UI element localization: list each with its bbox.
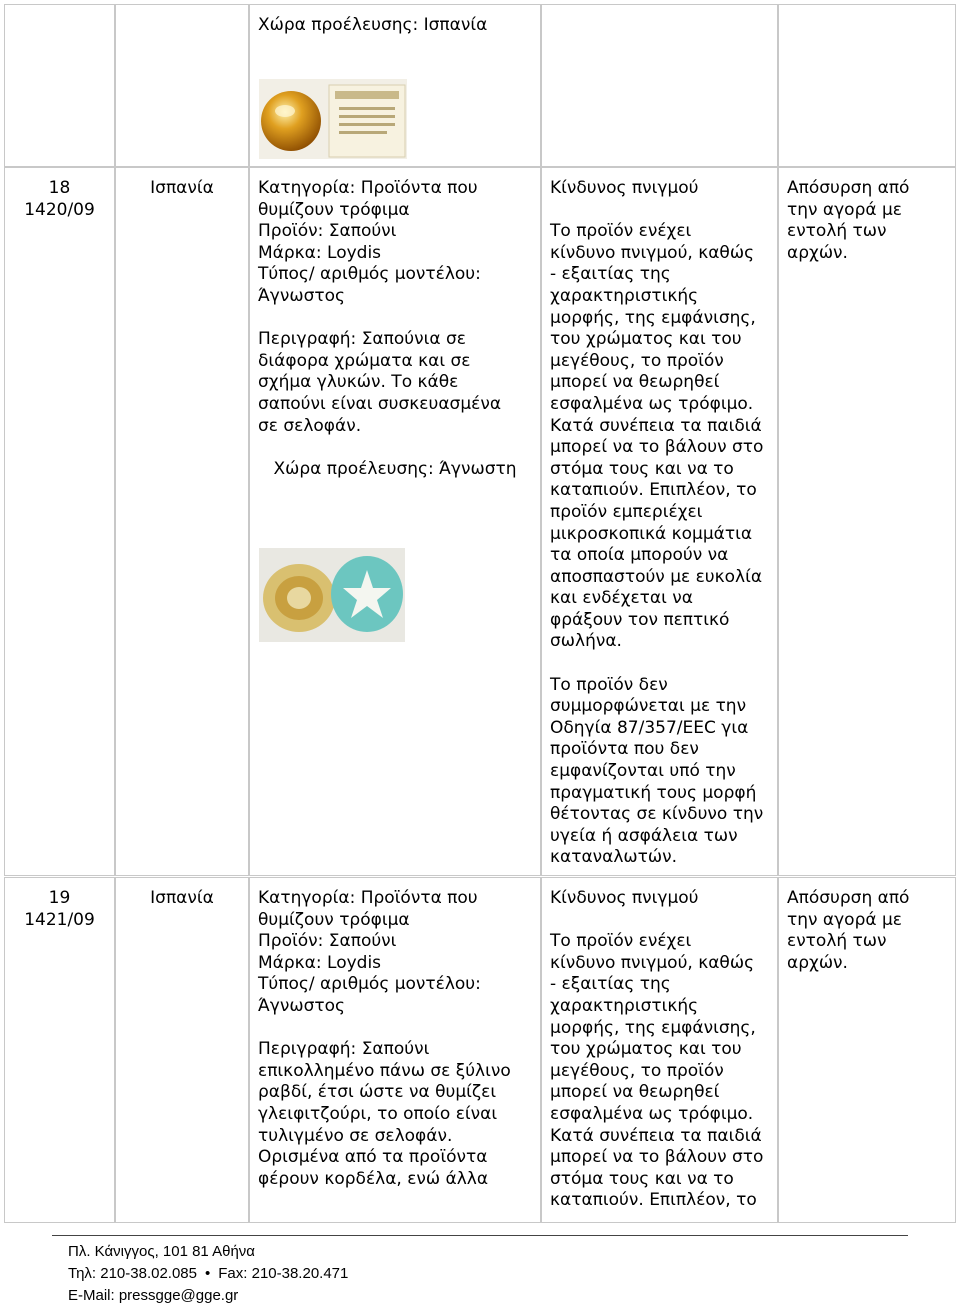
row-19-product-cell xyxy=(249,877,541,1223)
risk-line: του χρώματος και του xyxy=(550,1039,742,1060)
risk-paragraph xyxy=(550,221,769,653)
spacer xyxy=(258,308,532,330)
measures-line: αρχών. xyxy=(787,242,848,263)
description-line: φέρουν κορδέλα, ενώ άλλα xyxy=(258,1168,489,1189)
category-line: Κατηγορία: Προϊόντα που xyxy=(258,888,478,908)
prev-origin-line: Χώρα προέλευσης: Ισπανία xyxy=(258,15,488,35)
product-line: Προϊόν: Σαπούνι xyxy=(258,931,397,952)
risk-line: Κατά συνέπεια τα παιδιά xyxy=(550,415,762,436)
model-line: Άγνωστος xyxy=(258,285,345,306)
prev-measures-cell xyxy=(778,4,956,167)
origin-line: Χώρα προέλευσης: Άγνωστη xyxy=(273,458,517,479)
spacer xyxy=(258,1018,532,1040)
risk-line: του χρώματος και του xyxy=(550,329,742,350)
risk-line: κίνδυνο πνιγμού, καθώς xyxy=(550,952,755,973)
compliance-line: συμμορφώνεται με την xyxy=(550,696,747,717)
risk-line: φράξουν τον πεπτικό xyxy=(550,609,730,630)
risk-line: μεγέθους, το προϊόν xyxy=(550,350,724,371)
spacer xyxy=(550,653,769,675)
risk-line: Το προϊόν ενέχει xyxy=(550,931,692,952)
category-line: θυμίζουν τρόφιμα xyxy=(258,199,410,220)
category-line: Κατηγορία: Προϊόντα που xyxy=(258,178,478,198)
risk-line: προϊόν εμπεριέχει xyxy=(550,501,703,522)
description-line: ραβδί, έτσι ώστε να θυμίζει xyxy=(258,1082,497,1103)
footer xyxy=(68,1241,348,1307)
description-line: σαπούνι είναι συσκευασμένα xyxy=(258,393,502,414)
prev-number-cell xyxy=(4,4,115,167)
description-line: σχήμα γλυκών. Το κάθε xyxy=(258,372,459,393)
risk-line: μπορεί να θεωρηθεί xyxy=(550,372,720,393)
footer-phone: Τηλ: 210-38.02.085 xyxy=(68,1265,197,1282)
risk-line: σωλήνα. xyxy=(550,631,622,652)
row-19-measures-cell xyxy=(778,877,956,1223)
risk-line: εσφαλμένα ως τρόφιμο. xyxy=(550,1103,754,1124)
description-line: επικολλημένο πάνω σε ξύλινο xyxy=(258,1060,511,1081)
row-19-country-cell xyxy=(115,877,249,1223)
compliance-line: θέτοντας σε κίνδυνο την xyxy=(550,804,764,825)
compliance-paragraph xyxy=(550,675,769,869)
footer-fax: Fax: 210-38.20.471 xyxy=(218,1265,349,1282)
spacer xyxy=(550,200,769,222)
risk-line: αποσπαστούν με ευκολία xyxy=(550,566,763,587)
measures-line: εντολή των xyxy=(787,931,887,952)
risk-line: χαρακτηριστικής xyxy=(550,285,699,306)
compliance-line: Το προϊόν δεν xyxy=(550,674,668,695)
measures-line: Απόσυρση από xyxy=(787,178,910,198)
risk-line: εσφαλμένα ως τρόφιμο. xyxy=(550,393,754,414)
risk-line: Κατά συνέπεια τα παιδιά xyxy=(550,1125,762,1146)
row-ref: 1421/09 xyxy=(24,909,95,930)
risk-title: Κίνδυνος πνιγμού xyxy=(550,888,699,908)
risk-line: μικροσκοπικά κομμάτια xyxy=(550,523,753,544)
row-ref: 1420/09 xyxy=(24,199,95,220)
model-line: Τύπος/ αριθμός μοντέλου: xyxy=(258,264,481,285)
row-18-country-cell xyxy=(115,167,249,876)
footer-address: Πλ. Κάνιγγος, 101 81 Αθήνα xyxy=(68,1243,255,1260)
row-19-number-cell xyxy=(4,877,115,1223)
risk-line: μορφής, της εμφάνισης, xyxy=(550,307,756,328)
prev-risk-cell xyxy=(541,4,778,167)
description-line: Περιγραφή: Σαπούνια σε xyxy=(258,329,466,350)
description-line: σε σελοφάν. xyxy=(258,415,362,436)
description-line: διάφορα χρώματα και σε xyxy=(258,350,471,371)
footer-email[interactable]: E-Mail: pressgge@gge.gr xyxy=(68,1287,239,1304)
brand-line: Μάρκα: Loydis xyxy=(258,242,382,263)
risk-line: καταπιούν. Επιπλέον, το xyxy=(550,480,757,501)
row-18-product-cell xyxy=(249,167,541,876)
risk-line: μορφής, της εμφάνισης, xyxy=(550,1017,756,1038)
gold-sphere-soap-image xyxy=(259,79,407,159)
row-number: 19 xyxy=(48,888,71,908)
risk-line: στόμα τους και να το xyxy=(550,1168,734,1189)
compliance-line: υγεία ή ασφάλεια των xyxy=(550,825,738,846)
risk-line: κίνδυνο πνιγμού, καθώς xyxy=(550,242,755,263)
risk-title: Κίνδυνος πνιγμού xyxy=(550,178,699,198)
row-19-risk-cell xyxy=(541,877,778,1223)
candy-soaps-image xyxy=(259,548,405,642)
category-line: θυμίζουν τρόφιμα xyxy=(258,909,410,930)
risk-line: μπορεί να το βάλουν στο xyxy=(550,437,764,458)
compliance-line: καταναλωτών. xyxy=(550,847,678,868)
risk-line: και ενδέχεται να xyxy=(550,588,693,609)
row-18-number-cell xyxy=(4,167,115,876)
risk-line: Το προϊόν ενέχει xyxy=(550,221,692,242)
risk-line: μπορεί να το βάλουν στο xyxy=(550,1147,764,1168)
model-line: Άγνωστος xyxy=(258,995,345,1016)
description-line: γλειφιτζούρι, το οποίο είναι xyxy=(258,1103,498,1124)
description-line: Ορισμένα από τα προϊόντα xyxy=(258,1147,488,1168)
footer-contact xyxy=(68,1263,348,1285)
row-18-risk-cell xyxy=(541,167,778,876)
risk-line: χαρακτηριστικής xyxy=(550,995,699,1016)
compliance-line: πραγματική τους μορφή xyxy=(550,782,757,803)
compliance-line: Οδηγία 87/357/ΕΕC για xyxy=(550,717,749,738)
compliance-line: προϊόντα που δεν xyxy=(550,739,699,760)
measures-line: την αγορά με xyxy=(787,199,902,220)
measures-line: την αγορά με xyxy=(787,909,902,930)
measures-line: Απόσυρση από xyxy=(787,888,910,908)
brand-line: Μάρκα: Loydis xyxy=(258,952,382,973)
risk-line: στόμα τους και να το xyxy=(550,458,734,479)
risk-line: τα οποία μπορούν να xyxy=(550,545,729,566)
risk-line: μεγέθους, το προϊόν xyxy=(550,1060,724,1081)
measures-line: εντολή των xyxy=(787,221,887,242)
row-number: 18 xyxy=(48,178,71,198)
spacer xyxy=(258,437,532,459)
prev-country-cell xyxy=(115,4,249,167)
spacer xyxy=(550,910,769,932)
risk-line: - εξαιτίας της xyxy=(550,264,671,285)
compliance-line: εμφανίζονται υπό την xyxy=(550,761,736,782)
description-line: Περιγραφή: Σαπούνι xyxy=(258,1039,430,1060)
footer-divider xyxy=(52,1235,908,1236)
model-line: Τύπος/ αριθμός μοντέλου: xyxy=(258,974,481,995)
product-line: Προϊόν: Σαπούνι xyxy=(258,221,397,242)
prev-product-cell xyxy=(249,4,541,167)
bullet-separator-icon: • xyxy=(205,1265,211,1282)
measures-line: αρχών. xyxy=(787,952,848,973)
risk-line: μπορεί να θεωρηθεί xyxy=(550,1082,720,1103)
risk-line: - εξαιτίας της xyxy=(550,974,671,995)
row-country: Ισπανία xyxy=(150,178,214,198)
row-country: Ισπανία xyxy=(150,888,214,908)
description-line: τυλιγμένο σε σελοφάν. xyxy=(258,1125,453,1146)
row-18-measures-cell xyxy=(778,167,956,876)
risk-line: καταπιούν. Επιπλέον, το xyxy=(550,1190,757,1211)
